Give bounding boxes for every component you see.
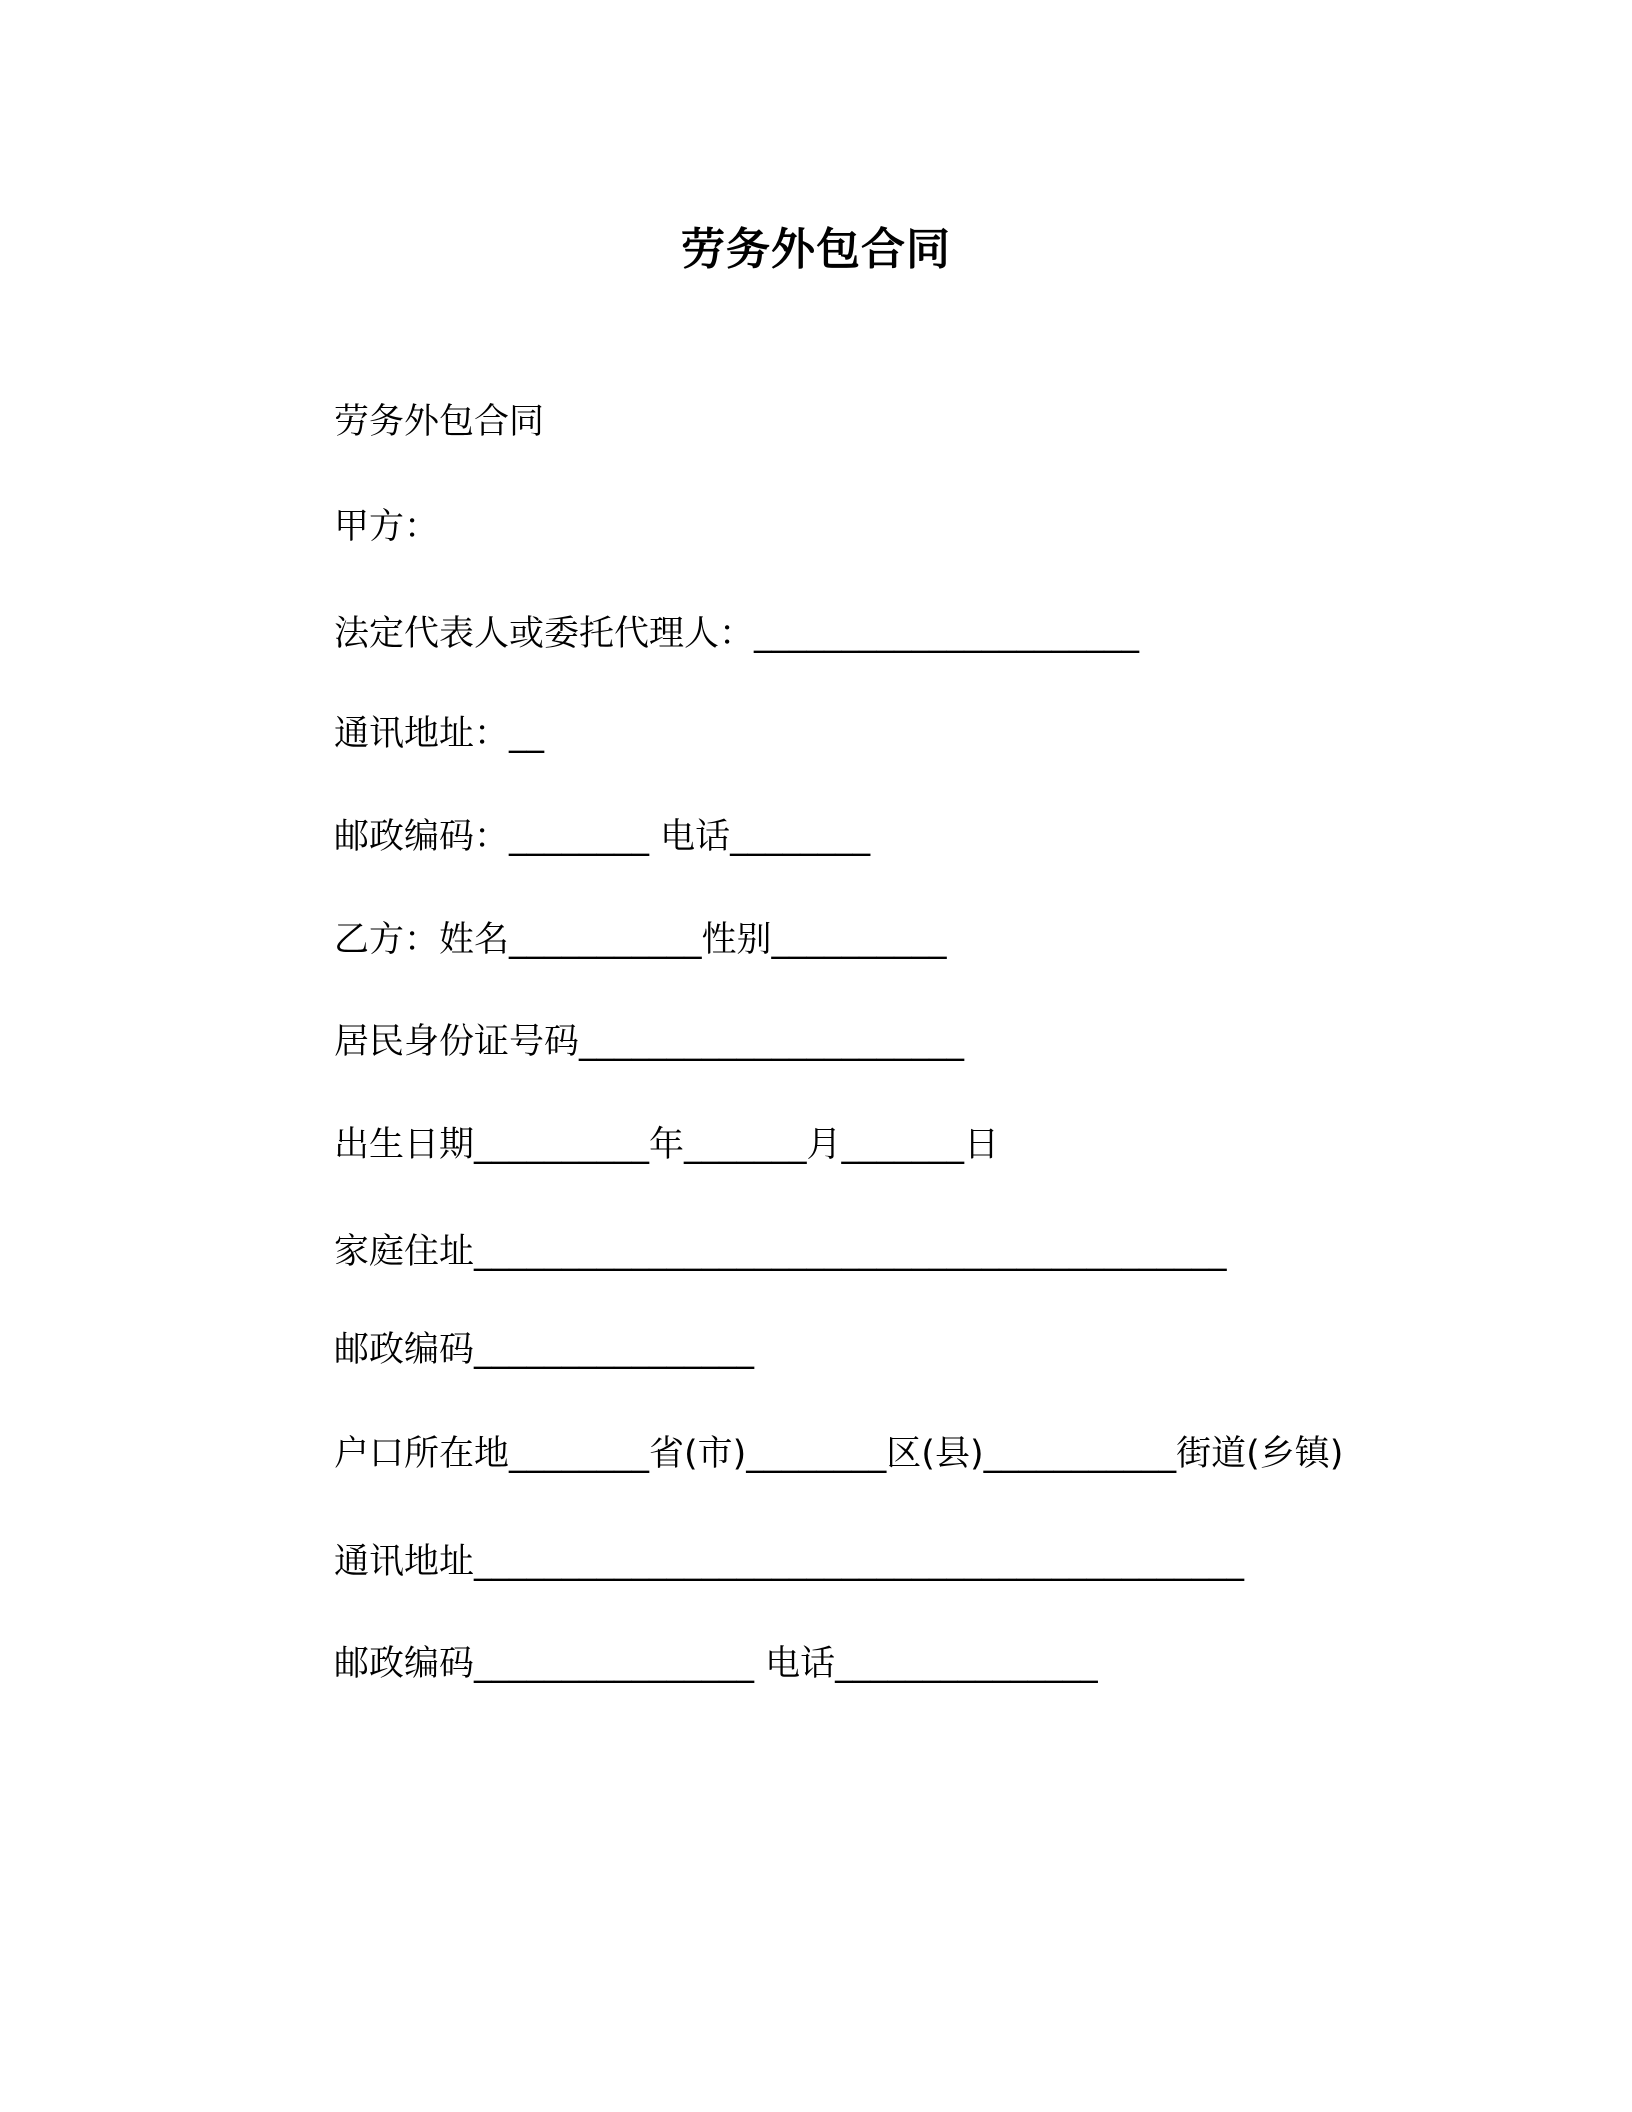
party-b-name-gender-field: 乙方：姓名___________性别__________ [334,920,947,960]
party-b-id-number-field: 居民身份证号码______________________ [334,1022,965,1062]
party-b-postcode-field: 邮政编码________________ [334,1330,755,1370]
party-b-postcode-phone-field: 邮政编码________________ 电话_______________ [334,1644,1098,1684]
party-b-home-address-field: 家庭住址___________________________________________ [334,1232,1227,1272]
party-a-postcode-phone-field: 邮政编码：________ 电话________ [334,817,871,857]
party-a-address-field: 通讯地址：__ [334,714,545,754]
contract-heading: 劳务外包合同 [334,402,545,442]
party-a-representative-field: 法定代表人或委托代理人：______________________ [334,614,1140,654]
party-b-household-registration-field: 户口所在地________省(市)________区(县)___________街道(乡镇) [334,1434,1344,1474]
document-title: 劳务外包合同 [681,224,951,275]
party-a-label: 甲方： [334,507,440,547]
party-b-birthdate-field: 出生日期__________年_______月_______日 [334,1125,1000,1165]
party-b-mailing-address-field: 通讯地址____________________________________________ [334,1542,1245,1582]
